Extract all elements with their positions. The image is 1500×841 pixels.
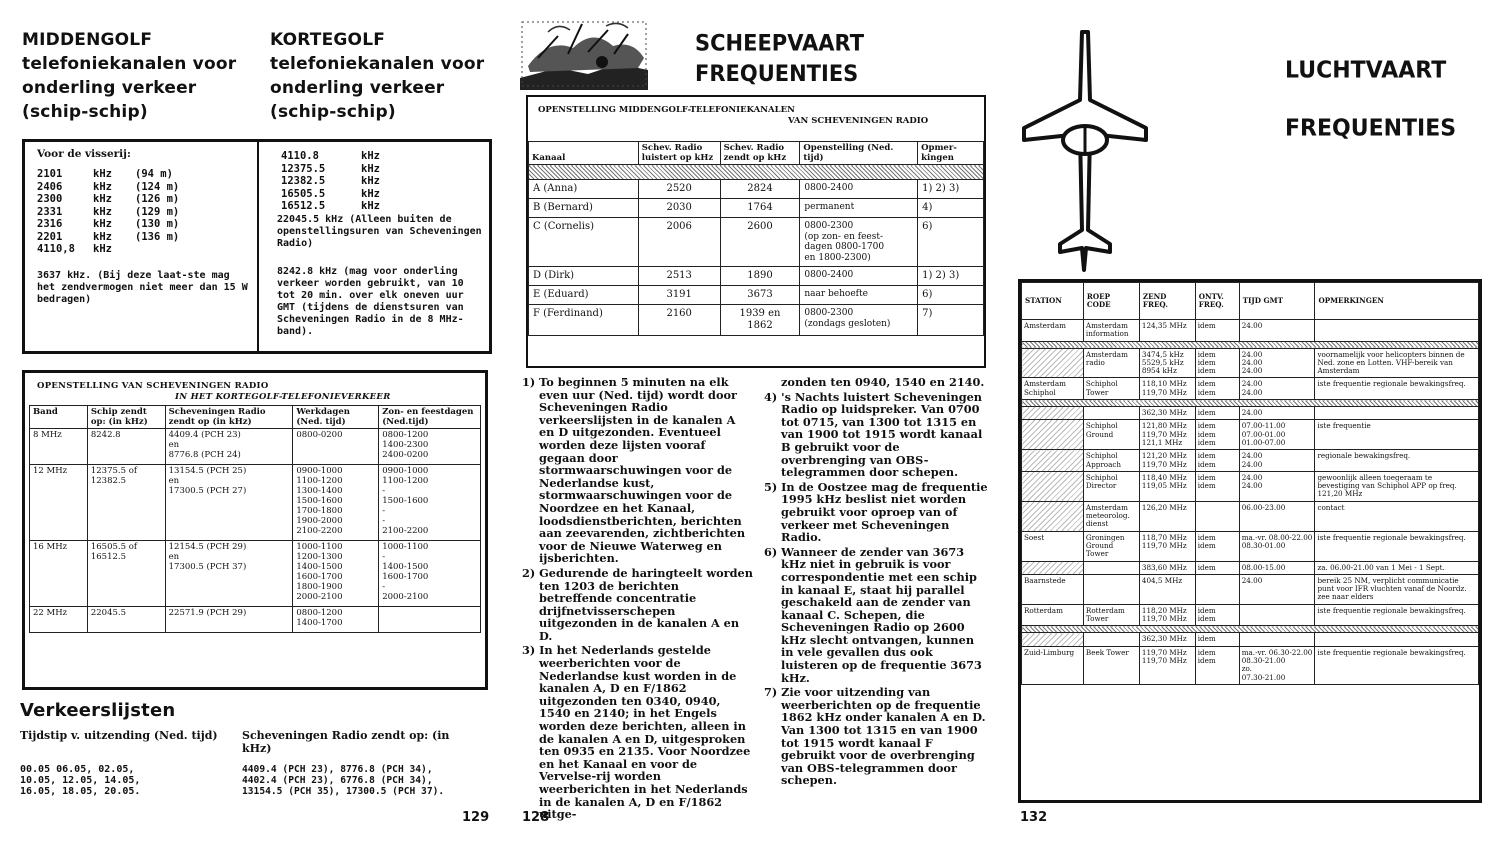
mw-channels-box — [526, 95, 986, 368]
table-cell: 24.00 24.00 24.00 — [1239, 348, 1315, 378]
aviation-title-line-2: FREQUENTIES — [1285, 115, 1457, 142]
table-cell: 12375.5 of 12382.5 — [87, 465, 165, 541]
table-cell: idem — [1195, 320, 1239, 342]
table-row — [529, 267, 984, 286]
table-cell: idem idem — [1195, 604, 1239, 626]
table-cell: Rotterdam — [1022, 604, 1084, 626]
traffic-freq-header: Scheveningen Radio zendt op: (in kHz) — [242, 729, 450, 755]
frequency: 4110.8 — [281, 150, 319, 162]
table-cell: 24.00 24.00 — [1239, 450, 1315, 472]
table-cell: Schiphol Director — [1083, 471, 1139, 501]
unit: kHz — [361, 187, 380, 200]
page-132 — [1000, 0, 1500, 841]
heading-line: KORTEGOLF — [270, 30, 386, 50]
unit: kHz — [361, 150, 380, 162]
table-cell: Amsterdam meteorolog. dienst — [1083, 501, 1139, 531]
table-cell: 2030 — [638, 199, 720, 218]
table-row — [30, 429, 481, 465]
table-cell — [1022, 561, 1084, 574]
fishing-title: Voor de visserij: — [37, 148, 131, 160]
table-cell: 0800-1200 1400-1700 — [293, 607, 379, 633]
title-line: FREQUENTIES — [695, 61, 859, 87]
hatched-row — [529, 165, 984, 180]
table-cell — [1022, 450, 1084, 472]
table-cell: 3673 — [720, 286, 800, 305]
unit: kHz — [361, 175, 380, 187]
wavelength: (129 m) — [135, 205, 180, 218]
shipping-title — [695, 29, 864, 90]
footnote: 2) Gedurende de haringteelt worden ten 1203 de berichten betreffende concentratie drijfnetvisserschepen uitgezonden in de kanalen A en D. — [522, 565, 753, 643]
column-header: Scheveningen Radio zendt op (in kHz) — [165, 406, 293, 429]
frequency: 2300 — [37, 193, 63, 205]
table-cell — [1022, 633, 1084, 646]
shortwave-list — [281, 150, 380, 213]
table-cell: A (Anna) — [529, 180, 639, 199]
table-cell: 1) 2) 3) — [918, 180, 984, 199]
table-row — [30, 465, 481, 541]
unit: kHz — [93, 193, 112, 205]
heading-line: telefoniekanalen voor — [22, 54, 237, 74]
table-cell: 13154.5 (PCH 25) en 17300.5 (PCH 27) — [165, 465, 293, 541]
table-cell: idem idem — [1195, 471, 1239, 501]
fishing-column — [25, 142, 259, 351]
table-cell: 121,20 MHz 119,70 MHz — [1139, 450, 1195, 472]
table-cell: Amsterdam radio — [1083, 348, 1139, 378]
fishing-row — [37, 193, 179, 206]
table-cell: 0800-0200 — [293, 429, 379, 465]
table-cell: idem — [1195, 561, 1239, 574]
notes-column-left — [522, 376, 754, 823]
shortwave-row — [281, 200, 380, 213]
frequency: 16512.5 — [281, 200, 326, 212]
table-cell: 24.00 24.00 — [1239, 378, 1315, 400]
table-row — [1022, 561, 1479, 574]
table-row — [529, 305, 984, 336]
table-cell: Schiphol Approach — [1083, 450, 1139, 472]
table-row — [1022, 604, 1479, 626]
ship-ship-frequency-box — [22, 139, 492, 354]
fishing-row — [37, 243, 179, 256]
heading-line: onderling verkeer — [22, 78, 197, 98]
table-cell — [1022, 471, 1084, 501]
table-cell: idem idem — [1195, 450, 1239, 472]
table-cell: 4409.4 (PCH 23) en 8776.8 (PCH 24) — [165, 429, 293, 465]
frequency: 2316 — [37, 218, 63, 230]
frequency: 4110,8 — [37, 243, 75, 255]
table-cell — [1083, 574, 1139, 604]
table-row — [1022, 420, 1479, 450]
table-row — [1022, 633, 1479, 646]
fishing-row — [37, 168, 179, 181]
table-cell: 24.00 24.00 — [1239, 471, 1315, 501]
table-cell: 0800-2300 (zondags gesloten) — [800, 305, 918, 336]
table-cell: idem idem — [1195, 646, 1239, 684]
table-cell: 6) — [918, 286, 984, 305]
heading-middengolf — [22, 28, 236, 124]
table-cell: voornamelijk voor helicopters binnen de Ned. zone en Lotten. VHF-bereik van Amsterdam — [1315, 348, 1479, 378]
traffic-lists-title: Verkeerslijsten — [20, 700, 176, 721]
aviation-title-line-1: LUCHTVAART — [1285, 57, 1447, 84]
frequency: 2331 — [37, 205, 63, 218]
shortwave-note-2: 8242.8 kHz (mag voor onderling verkeer worden gebruikt, van 10 tot 20 min. over elk oneven uur GMT (tijdens de dienstsuren van Scheveningen Radio in de 8 MHz-band). — [277, 266, 464, 337]
table-cell: C (Cornelis) — [529, 218, 639, 267]
page-number: 128 — [522, 810, 550, 825]
table-cell: 1890 — [720, 267, 800, 286]
table-cell: regionale bewakingsfreq. — [1315, 450, 1479, 472]
table-cell: 07.00-11.00 07.00-01.00 01.00-07.00 — [1239, 420, 1315, 450]
table-cell: 22571.9 (PCH 29) — [165, 607, 293, 633]
notes-column-right — [764, 376, 988, 789]
page-128 — [500, 0, 1000, 841]
frequency: 2406 — [37, 180, 63, 193]
table-cell — [1315, 320, 1479, 342]
table-cell: ma.-vr. 08.00-22.00 08.30-01.00 — [1239, 531, 1315, 561]
column-header: Openstelling (Ned. tijd) — [800, 142, 918, 165]
table-cell: 6) — [918, 218, 984, 267]
table-cell: 2513 — [638, 267, 720, 286]
table-cell: iste frequentie — [1315, 420, 1479, 450]
unit: kHz — [361, 200, 380, 212]
table-cell: ma.-vr. 06.30-22.00 08.30-21.00 zo. 07.30-21.00 — [1239, 646, 1315, 684]
table-cell: 08.00-15.00 — [1239, 561, 1315, 574]
aviation-box — [1018, 279, 1482, 803]
table-cell: 121,80 MHz 119,70 MHz 121,1 MHz — [1139, 420, 1195, 450]
table-cell: 3191 — [638, 286, 720, 305]
table-cell — [1022, 501, 1084, 531]
table-cell: 126,20 MHz — [1139, 501, 1195, 531]
table-cell — [1083, 407, 1139, 420]
shortwave-note-1: 22045.5 kHz (Alleen buiten de openstellingsuren van Scheveningen Radio) — [277, 214, 482, 249]
hatched-separator — [1022, 400, 1479, 407]
unit: kHz — [93, 180, 112, 193]
footnote: 3) In het Nederlands gestelde weerberichten voor de Nederlandse kust worden in de kanalen A, D en F/1862 uitgezonden ten 0340, 0940, 1540 en 2140; in het Engels worden deze berichten, alleen in de kanalen A en D, uitgesproken ten 0935 en 2135. Voor Noordzee en het Kanaal en voor de Vervelse-rij worden weerberichten in het Nederlands in de kanalen A, D en F/1862 uitge- — [522, 643, 751, 822]
table-cell: Schiphol Tower — [1083, 378, 1139, 400]
table-cell: 362,30 MHz — [1139, 407, 1195, 420]
table-cell: 118,70 MHz 119,70 MHz — [1139, 531, 1195, 561]
mw-channels-table — [528, 141, 984, 336]
table-cell: 1) 2) 3) — [918, 267, 984, 286]
table-row — [1022, 471, 1479, 501]
table-cell: idem — [1195, 633, 1239, 646]
table-cell: idem idem idem — [1195, 348, 1239, 378]
unit: kHz — [93, 205, 112, 218]
heading-line: onderling verkeer — [270, 78, 445, 98]
table-cell: 2006 — [638, 218, 720, 267]
table-cell: 0800-1200 1400-2300 2400-0200 — [379, 429, 481, 465]
table-cell: 8 MHz — [30, 429, 88, 465]
column-header: Schev. Radio zendt op kHz — [720, 142, 800, 165]
page-number: 129 — [462, 810, 490, 825]
table-cell — [1239, 633, 1315, 646]
table-cell: 22045.5 — [87, 607, 165, 633]
table-cell: 22 MHz — [30, 607, 88, 633]
table-row — [529, 199, 984, 218]
wavelength: (130 m) — [135, 218, 180, 230]
column-header: ONTV. FREQ. — [1195, 283, 1239, 320]
footnote: 7) Zie voor uitzending van weerberichten op de frequentie 1862 kHz onder kanalen A en D. Van 1300 tot 1315 en van 1900 tot 1915 wordt kanaal F gebruikt voor de overbrenging van OBS-telegrammen door schepen. — [764, 685, 986, 788]
table-cell: 1000-1100 - 1400-1500 1600-1700 - 2000-2100 — [379, 541, 481, 607]
table-cell: 119,70 MHz 119,70 MHz — [1139, 646, 1195, 684]
table-cell: 24.00 — [1239, 407, 1315, 420]
table-cell: 2520 — [638, 180, 720, 199]
table-cell: contact — [1315, 501, 1479, 531]
frequency: 16505.5 — [281, 187, 326, 200]
unit: kHz — [93, 230, 112, 243]
shortwave-column — [261, 142, 489, 351]
schedule-box — [22, 370, 488, 690]
table-row — [1022, 407, 1479, 420]
heading-line: (schip-schip) — [270, 102, 396, 122]
traffic-times: 00.05 06.05, 02.05, 10.05, 12.05, 14.05, 16.05, 18.05, 20.05. — [20, 764, 141, 797]
hatched-cell — [1022, 400, 1479, 407]
footnote: zonden ten 0940, 1540 en 2140. — [781, 375, 985, 389]
hatched-cell — [1022, 626, 1479, 633]
table-row — [1022, 320, 1479, 342]
airplane-illustration-icon — [1020, 30, 1150, 272]
table-cell: Baarnstede — [1022, 574, 1084, 604]
heading-line: (schip-schip) — [22, 102, 148, 122]
table-cell: 7) — [918, 305, 984, 336]
wavelength: (136 m) — [135, 230, 180, 243]
hatched-separator — [1022, 341, 1479, 348]
table-cell — [379, 607, 481, 633]
table-row — [1022, 531, 1479, 561]
table-cell — [1022, 348, 1084, 378]
table-cell: 0900-1000 1100-1200 1300-1400 1500-1600 1700-1800 1900-2000 2100-2200 — [293, 465, 379, 541]
table-cell: F (Ferdinand) — [529, 305, 639, 336]
table-cell: Amsterdam — [1022, 320, 1084, 342]
mw-title-2: VAN SCHEVENINGEN RADIO — [788, 116, 929, 126]
column-header: Werkdagen (Ned. tijd) — [293, 406, 379, 429]
table-cell: 2160 — [638, 305, 720, 336]
table-cell: 4) — [918, 199, 984, 218]
hatched-cell — [1022, 341, 1479, 348]
table-cell — [1195, 501, 1239, 531]
column-header: Schev. Radio luistert op kHz — [638, 142, 720, 165]
ship-deck-illustration-icon — [518, 18, 650, 90]
footnote: 6) Wanneer de zender van 3673 kHz niet in gebruik is voor correspondentie met een schip in kanaal E, staat hij parallel geschakeld aan de zender van kanaal C. Schepen, die Scheveningen Radio op 2600 kHz slecht ontvangen, kunnen in vele gevallen dus ook luisteren op de frequentie 3673 kHz. — [764, 544, 982, 685]
table-cell: 8242.8 — [87, 429, 165, 465]
table-cell — [1239, 604, 1315, 626]
table-cell: iste frequentie regionale bewakingsfreq. — [1315, 604, 1479, 626]
frequency: 2101 — [37, 168, 63, 180]
table-cell: 1764 — [720, 199, 800, 218]
table-cell: idem — [1195, 407, 1239, 420]
table-cell — [1315, 633, 1479, 646]
table-cell: 362,30 MHz — [1139, 633, 1195, 646]
table-cell: idem idem — [1195, 531, 1239, 561]
page-number: 132 — [1020, 810, 1048, 825]
table-cell: idem idem — [1195, 378, 1239, 400]
column-header: TIJD GMT — [1239, 283, 1315, 320]
column-header: ROEP CODE — [1083, 283, 1139, 320]
table-cell: 24.00 — [1239, 574, 1315, 604]
heading-line: telefoniekanalen voor — [270, 54, 485, 74]
table-cell: 12154.5 (PCH 29) en 17300.5 (PCH 37) — [165, 541, 293, 607]
table-cell — [1083, 633, 1139, 646]
table-cell: Amsterdam information — [1083, 320, 1139, 342]
unit: kHz — [93, 243, 112, 255]
table-cell: 118,10 MHz 119,70 MHz — [1139, 378, 1195, 400]
shortwave-row — [281, 188, 380, 201]
schedule-title-2: IN HET KORTEGOLF-TELEFONIEVERKEER — [175, 392, 391, 402]
table-row — [529, 286, 984, 305]
schedule-title-1: OPENSTELLING VAN SCHEVENINGEN RADIO — [37, 381, 269, 391]
table-row — [1022, 574, 1479, 604]
footnote: 5) In de Oostzee mag de frequentie 1995 kHz beslist niet worden gebruikt voor oproep van of verkeer met Scheveningen Radio. — [764, 479, 988, 545]
table-cell — [1022, 407, 1084, 420]
wavelength: (126 m) — [135, 193, 180, 205]
table-cell: 2824 — [720, 180, 800, 199]
table-cell: 16 MHz — [30, 541, 88, 607]
table-cell: 118,40 MHz 119,05 MHz — [1139, 471, 1195, 501]
title-line: SCHEEPVAART — [695, 30, 865, 56]
table-row — [30, 607, 481, 633]
unit: kHz — [93, 168, 112, 180]
table-row — [529, 180, 984, 199]
table-cell: Beek Tower — [1083, 646, 1139, 684]
fishing-row — [37, 206, 179, 219]
shortwave-row — [281, 163, 380, 176]
table-cell: iste frequentie regionale bewakingsfreq. — [1315, 531, 1479, 561]
table-cell: 1000-1100 1200-1300 1400-1500 1600-1700 1800-1900 2000-2100 — [293, 541, 379, 607]
table-row — [529, 218, 984, 267]
column-header: Kanaal — [529, 142, 639, 165]
table-cell — [1022, 420, 1084, 450]
table-cell: 124,35 MHz — [1139, 320, 1195, 342]
heading-line: MIDDENGOLF — [22, 30, 153, 50]
unit: kHz — [93, 218, 112, 230]
fishing-list — [37, 168, 179, 256]
table-cell: 0800-2300 (op zon- en feest- dagen 0800-1700 en 1800-2300) — [800, 218, 918, 267]
table-row — [30, 541, 481, 607]
table-cell: 2600 — [720, 218, 800, 267]
fishing-row — [37, 231, 179, 244]
table-cell: 0800-2400 — [800, 267, 918, 286]
table-row — [1022, 646, 1479, 684]
table-cell: idem idem idem — [1195, 420, 1239, 450]
table-cell — [1083, 561, 1139, 574]
table-cell — [1195, 574, 1239, 604]
table-cell: 06.00-23.00 — [1239, 501, 1315, 531]
column-header: STATION — [1022, 283, 1084, 320]
table-cell: 1939 en 1862 — [720, 305, 800, 336]
table-cell: Amsterdam Schiphol — [1022, 378, 1084, 400]
unit: kHz — [361, 162, 380, 175]
column-header: Schip zendt op: (in kHz) — [87, 406, 165, 429]
table-cell: Soest — [1022, 531, 1084, 561]
wavelength: (94 m) — [135, 168, 173, 180]
heading-kortegolf — [270, 28, 484, 124]
table-row — [1022, 378, 1479, 400]
fishing-row — [37, 181, 179, 194]
table-cell: Schiphol Ground — [1083, 420, 1139, 450]
table-cell: D (Dirk) — [529, 267, 639, 286]
table-cell: Zuid-Limburg — [1022, 646, 1084, 684]
table-cell: iste frequentie regionale bewakingsfreq. — [1315, 646, 1479, 684]
table-row — [1022, 501, 1479, 531]
table-cell: iste frequentie regionale bewakingsfreq. — [1315, 378, 1479, 400]
table-cell: bereik 25 NM, verplicht communicatie punt voor IFR vluchten vanaf de Noordz. zee naar elders — [1315, 574, 1479, 604]
table-cell: E (Eduard) — [529, 286, 639, 305]
column-header: OPMERKINGEN — [1315, 283, 1479, 320]
frequency: 12375.5 — [281, 162, 326, 175]
hatched-separator — [1022, 626, 1479, 633]
table-cell: gewoonlijk alleen toegeraam te bevestiging van Schiphol APP op freq. 121,20 MHz — [1315, 471, 1479, 501]
table-cell: 118,20 MHz 119,70 MHz — [1139, 604, 1195, 626]
shortwave-row — [281, 150, 380, 163]
footnote: 4) 's Nachts luistert Scheveningen Radio op luidspreker. Van 0700 tot 0715, van 1300 tot 1315 en van 1900 tot 1915 wordt kanaal B gebruikt voor de overbrenging van OBS-telegrammen door schepen. — [764, 389, 983, 480]
table-cell: 404,5 MHz — [1139, 574, 1195, 604]
wavelength: (124 m) — [135, 180, 180, 193]
table-cell: naar behoefte — [800, 286, 918, 305]
shortwave-row — [281, 175, 380, 188]
table-cell: 0900-1000 1100-1200 - 1500-1600 - - 2100-2200 — [379, 465, 481, 541]
table-cell: za. 06.00-21.00 van 1 Mei - 1 Sept. — [1315, 561, 1479, 574]
table-cell: 24.00 — [1239, 320, 1315, 342]
column-header: Opmer-kingen — [918, 142, 984, 165]
table-cell: 3474,5 kHz 5529,5 kHz 8954 kHz — [1139, 348, 1195, 378]
aviation-table — [1021, 282, 1479, 685]
table-row — [1022, 450, 1479, 472]
table-cell: B (Bernard) — [529, 199, 639, 218]
table-cell: 0800-2400 — [800, 180, 918, 199]
table-cell: Rotterdam Tower — [1083, 604, 1139, 626]
table-cell: 12 MHz — [30, 465, 88, 541]
table-cell: 383,60 MHz — [1139, 561, 1195, 574]
traffic-time-header: Tijdstip v. uitzending (Ned. tijd) — [20, 729, 218, 742]
mw-title-1: OPENSTELLING MIDDENGOLF-TELEFONIEKANALEN — [538, 105, 795, 115]
table-row — [1022, 348, 1479, 378]
column-header: Band — [30, 406, 88, 429]
table-cell: permanent — [800, 199, 918, 218]
frequency: 2201 — [37, 230, 63, 243]
column-header: Zon- en feestdagen (Ned.tijd) — [379, 406, 481, 429]
fishing-note: 3637 kHz. (Bij deze laat-ste mag het zendvermogen niet meer dan 15 W bedragen) — [37, 270, 248, 305]
fishing-row — [37, 218, 179, 231]
footnote: 1) To beginnen 5 minuten na elk even uur (Ned. tijd) wordt door Scheveningen Radio verkeerslijsten in de kanalen A en D uitgezonden. Eventueel worden deze lijsten vooraf gegaan door stormwaarschuwingen voor de Nederlandse kust, stormwaarschuwingen voor de Noordzee en het Kanaal, loodsdienstberichten, berichten aan zeevarenden, zichtberichten voor de Nieuwe Waterweg en ijsberichten. — [522, 375, 746, 566]
page-129 — [0, 0, 500, 841]
frequency: 12382.5 — [281, 175, 326, 187]
column-header: ZEND FREQ. — [1139, 283, 1195, 320]
table-cell: 16505.5 of 16512.5 — [87, 541, 165, 607]
table-cell: Groningen Ground Tower — [1083, 531, 1139, 561]
table-cell — [1315, 407, 1479, 420]
traffic-freqs: 4409.4 (PCH 23), 8776.8 (PCH 34), 4402.4 (PCH 23), 6776.8 (PCH 34), 13154.5 (PCH 35), 17300.5 (PCH 37). — [242, 764, 445, 797]
schedule-table — [29, 405, 481, 633]
